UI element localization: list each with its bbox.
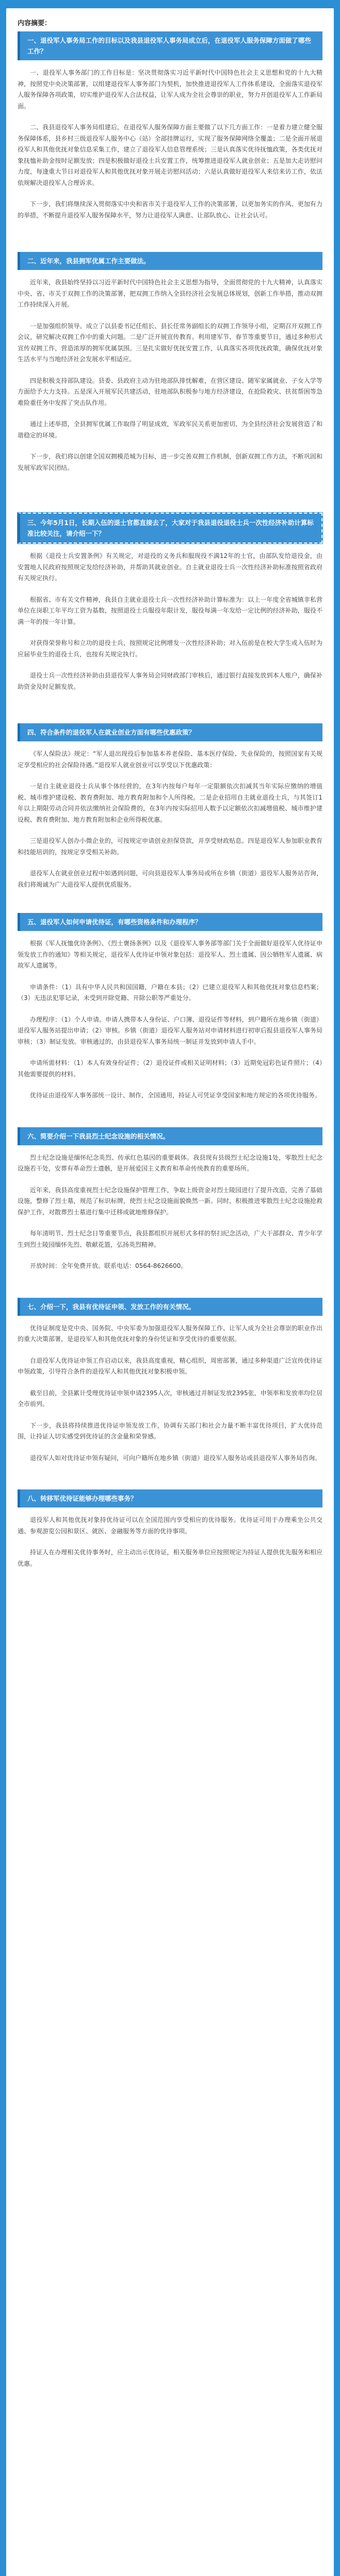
answer-paragraph: 优待证由退役军人事务部统一设计、制作，全国通用，持证人可凭证享受国家和地方规定的各项优待服务。 [30, 1092, 321, 1099]
paragraph-gap [18, 1445, 322, 1453]
question-heading: 八、转移军优待证能够办理哪些事务？ [18, 1489, 322, 1507]
paragraph-gap [18, 443, 322, 451]
qa-section-8 [18, 1489, 322, 1580]
qa-section-7 [18, 1298, 322, 1475]
paragraph-gap [18, 974, 322, 982]
answer-paragraph: 根据省、市有关文件精神，我县自主就业退役士兵一次性经济补助计算标准为：以上一年度全省城镇非私营单位在岗职工年平均工资为基数，按照退役士兵服役年限计发，服役每满一年发给一定比例的经济补助，服役不满一年的按一年计算。 [18, 596, 322, 625]
paragraph-gap [18, 1466, 322, 1474]
paragraph-gap [18, 586, 322, 595]
paragraph-gap [18, 1104, 322, 1112]
paragraph-gap [18, 1571, 322, 1580]
paragraph-gap [18, 827, 322, 836]
answer-paragraph: 下一步，我们将继续深入贯彻落实中央和省市关于退役军人工作的决策部署，以更加务实的作风、更加有力的举措，不断提升退役军人服务保障水平，努力让退役军人满意、让部队放心、让社会认可。 [18, 200, 322, 219]
answer-paragraph: 一是加强组织领导。成立了以县委书记任组长、县长任常务副组长的双拥工作领导小组，定期召开双拥工作会议，研究解决双拥工作中的重大问题。二是广泛开展宣传教育。利用建军节、春节等重要节日，通过多种形式宣传双拥工作，营造浓厚的拥军优属氛围。三是扎实做好优抚安置工作，认真落实各项优抚政策，确保优抚对象生活水平与当地经济社会发展水平相适应。 [18, 322, 322, 363]
paragraph-gap [18, 1177, 322, 1185]
paragraph-gap [18, 860, 322, 868]
paragraph-gap [18, 114, 322, 122]
answer-paragraph: 烈士纪念设施是缅怀纪念英烈、传承红色基因的重要载体。我县现有县级烈士纪念设施1处，零散烈士纪念设施若干处，安葬有革命烈士遗骸，是开展爱国主义教育和革命传统教育的重要场所。 [18, 1154, 322, 1172]
question-heading: 六、简要介绍一下我县烈士纪念设施的相关情况。 [18, 1127, 322, 1145]
answer-paragraph: 申请所需材料：（1）本人有效身份证件；（2）退役证件或相关证明材料；（3）近期免冠彩色证件照片；（4）其他需要提供的材料。 [18, 1059, 322, 1078]
paragraph-gap [18, 1082, 322, 1090]
paragraph-gap [18, 223, 322, 231]
qa-section-2 [18, 252, 322, 484]
paragraph-gap [18, 411, 322, 419]
answer-paragraph: 申请条件：（1）具有中华人民共和国国籍，户籍在本县；（2）已建立退役军人和其他优抚对象信息档案；（3）无违法犯罪记录，未受到开除党籍、开除公职等严重处分。 [18, 983, 322, 1002]
paragraph-gap [18, 662, 322, 670]
paragraph-gap [18, 892, 322, 901]
paragraph-gap [18, 773, 322, 781]
answer-paragraph: 下一步，我们将以创建全国双拥模范城为目标，进一步完善双拥工作机制，创新双拥工作方法，不断巩固和发展军政军民团结。 [18, 453, 322, 471]
paragraph-gap [18, 1220, 322, 1228]
paragraph-gap [18, 694, 322, 703]
answer-paragraph: 四是积极支持部队建设。县委、县政府主动为驻地部队排忧解难，在营区建设、随军家属就业、子女入学等方面给予大力支持。五是深入开展军民共建活动，驻地部队积极参与地方经济建设，在抢险救灾、扶贫帮困等急难险重任务中发挥了突击队作用。 [18, 377, 322, 406]
question-heading: 四、符合条件的退役军人在就业创业方面有哪些优惠政策？ [18, 723, 322, 741]
question-heading: 三、今年5月1日，长期入伍的退士官都直接去了，大家对于我县退役退役士兵一次性经济补助计算标准比较关注，请介绍一下？ [18, 513, 322, 544]
answer-paragraph: 近年来，我县始终坚持以习近平新时代中国特色社会主义思想为指导，全面贯彻党的十九大精神，认真落实中央、省、市关于双拥工作的决策部署，把双拥工作纳入全县经济社会发展总体规划，创新工作举措，推动双拥工作持续深入开展。 [18, 279, 322, 308]
answer-paragraph: 退役军人和其他优抚对象持优待证可以在全国范围内享受相应的优待服务。优待证可用于办理乘坐公共交通、参观游览公园和景区、就医、金融服务等方面的优待事项。 [18, 1516, 322, 1535]
question-heading: 一、退役军人事务局工作的目标以及我县退役军人事务局成立后，在退役军人服务保障方面做了哪些工作？ [18, 31, 322, 60]
answer-paragraph: 退役士兵一次性经济补助由县退役军人事务局会同财政部门审核后，通过银行直接发放到本人账户，确保补助资金及时足额发放。 [18, 672, 322, 690]
answer-paragraph: 退役军人在就业创业过程中如遇到问题，可向县退役军人事务局或所在乡镇（街道）退役军人服务站咨询，我们将竭诚为广大退役军人提供优质服务。 [18, 870, 322, 888]
paragraph-gap [18, 476, 322, 484]
paragraph-gap [18, 1412, 322, 1420]
answer-paragraph: 二、我县退役军人事务局组建后，在退役军人服务保障方面主要做了以下几方面工作：一是着力建立健全服务保障体系，县乡村三级退役军人服务中心（站）全部挂牌运行，实现了服务保障网络全覆盖；二是全面开展退役军人和其他优抚对象信息采集工作，建立了退役军人信息管理系统；三是认真落实优待抚恤政策，各类优抚对象抚恤补助金按时足额发放；四是积极做好退役士兵安置工作，统筹推进退役军人就业创业；五是加大走访慰问力度，每逢重大节日对退役军人和其他优抚对象开展走访慰问活动；六是认真做好退役军人来信来访工作，依法依规解决退役军人合理诉求。 [18, 124, 322, 187]
answer-paragraph: 一、退役军人事务部门的工作目标是：坚决贯彻落实习近平新时代中国特色社会主义思想和党的十九大精神，按照党中央决策部署，以组建退役军人事务部门为契机，加快推进退役军人工作体系建设，全面落实退役军人服务保障各项政策，切实维护退役军人合法权益，让军人成为全社会尊崇的职业，努力开创退役军人工作新局面。 [18, 69, 322, 110]
answer-paragraph: 每年清明节、烈士纪念日等重要节点，我县都组织开展形式多样的祭扫纪念活动，广大干部群众、青少年学生到烈士陵园缅怀先烈、敬献花篮，弘扬英烈精神。 [18, 1230, 322, 1248]
answer-paragraph: 对获得荣誉称号和立功的退役士兵，按照规定比例增发一次性经济补助；对入伍前是在校大学生或入伍时为应届毕业生的退役士兵，也按有关规定执行。 [18, 639, 322, 658]
answer-paragraph: 截至目前，全县累计受理优待证申领申请2395人次，审核通过并制证发放2395张，申领率和发放率均位居全市前列。 [18, 1389, 322, 1408]
qa-section-4 [18, 723, 322, 901]
sections-container [18, 31, 322, 1580]
answer-paragraph: 《军人保险法》规定：“军人退出现役后参加基本养老保险、基本医疗保险、失业保险的，按照国家有关规定享受相应的社会保险待遇。”退役军人就业创业可以享受以下优惠政策： [18, 750, 322, 769]
question-heading: 二、近年来，我县拥军优属工作主要做法。 [18, 252, 322, 270]
answer-paragraph: 开放时间：全年免费开放。联系电话：0564-8626600。 [30, 1262, 187, 1269]
answer-paragraph: 持证人在办理相关优待事务时，应主动出示优待证，相关服务单位应按照规定为持证人提供优先服务和相应优惠。 [18, 1549, 322, 1567]
paragraph-gap [18, 367, 322, 376]
paragraph-gap [18, 1347, 322, 1355]
answer-paragraph: 办理程序：（1）个人申请。申请人携带本人身份证、户口簿、退役证件等材料，到户籍所在地乡镇（街道）退役军人服务站提出申请；（2）审核。乡镇（街道）退役军人服务站对申请材料进行初审后报县退役军人事务局审核；（3）制证发放。审核通过的，由县退役军人事务局统一制证并发放到申请人手中。 [18, 1015, 322, 1045]
paragraph-gap [18, 1006, 322, 1014]
paragraph-gap [18, 1380, 322, 1388]
answer-paragraph: 优待证制度是党中央、国务院、中央军委为加强退役军人服务保障工作、让军人成为全社会尊崇的职业作出的重大决策部署，是退役军人和其他优抚对象的身份凭证和享受优待的重要依据。 [18, 1324, 322, 1343]
answer-paragraph: 三是退役军人创办小微企业的，可按规定申请创业担保贷款，并享受财政贴息。四是退役军人参加职业教育和技能培训的，按规定享受相关补助。 [18, 837, 322, 856]
qa-section-1 [18, 31, 322, 231]
paragraph-gap [18, 191, 322, 199]
paragraph-gap [18, 1539, 322, 1547]
answer-paragraph: 一是自主就业退役士兵从事个体经营的，在3年内按每户每年一定限额依次扣减其当年实际应缴纳的增值税、城市维护建设税、教育费附加、地方教育附加和个人所得税。二是企业招用自主就业退役士兵，与其签订1年以上期限劳动合同并依法缴纳社会保险费的，在3年内按实际招用人数予以定额依次扣减增值税、城市维护建设税、教育费附加、地方教育附加和企业所得税优惠。 [18, 783, 322, 823]
answer-paragraph: 下一步，我县将持续推进优待证申领发放工作，协调有关部门和社会力量不断丰富优待项目，扩大优待范围，让持证人切实感受到优待证的含金量和荣誉感。 [18, 1421, 322, 1440]
answer-paragraph: 根据《军人抚恤优待条例》、《烈士褒扬条例》以及《退役军人事务部等部门关于全面做好退役军人优待证申领发放工作的通知》等相关规定，退役军人优待证申领对象包括：退役军人、烈士遗属、因公牺牲军人遗属、病故军人遗属等。 [18, 940, 322, 969]
answer-paragraph: 根据《退役士兵安置条例》有关规定，对退役的义务兵和服现役不满12年的士官，由部队发给退役金，由安置地人民政府按照规定发给经济补助，并帮助其就业创业。自主就业退役士兵一次性经济补助标准按照省政府有关规定执行。 [18, 552, 322, 582]
qa-section-3 [18, 513, 322, 703]
question-heading: 五、退役军人如何申请优待证，有哪些资格条件和办理程序？ [18, 913, 322, 931]
question-heading: 七、介绍一下，我县有优待证申领、发放工作的有关情况。 [18, 1298, 322, 1316]
paragraph-gap [18, 1049, 322, 1058]
answer-paragraph: 近年来，我县高度重视烈士纪念设施保护管理工作，争取上级资金对烈士陵园进行了提升改造，完善了基础设施，整修了烈士墓，规范了标识标牌，使烈士纪念设施面貌焕然一新。同时，积极推进零散烈士纪念设施抢救保护工作，对散葬烈士墓进行集中迁移或就地维修保护。 [18, 1186, 322, 1216]
paragraph-gap [18, 1274, 322, 1282]
paragraph-gap [18, 313, 322, 321]
summary-heading: 内容摘要： [18, 20, 52, 27]
qa-section-6 [18, 1127, 322, 1282]
answer-paragraph: 退役军人如对优待证申领有疑问，可向户籍所在地乡镇（街道）退役军人服务站或县退役军人事务局咨询。 [30, 1454, 321, 1462]
article-card [6, 8, 334, 2576]
qa-section-5 [18, 913, 322, 1112]
answer-paragraph: 通过上述举措，全县拥军优属工作取得了明显成效，军政军民关系更加密切，为全县经济社会发展营造了和谐稳定的环境。 [18, 420, 322, 439]
paragraph-gap [18, 630, 322, 638]
paragraph-gap [18, 1252, 322, 1261]
answer-paragraph: 自退役军人优待证申领工作启动以来，我县高度重视，精心组织，周密部署，通过多种渠道广泛宣传优待证申领政策，引导符合条件的退役军人和其他优抚对象积极申领。 [18, 1357, 322, 1375]
